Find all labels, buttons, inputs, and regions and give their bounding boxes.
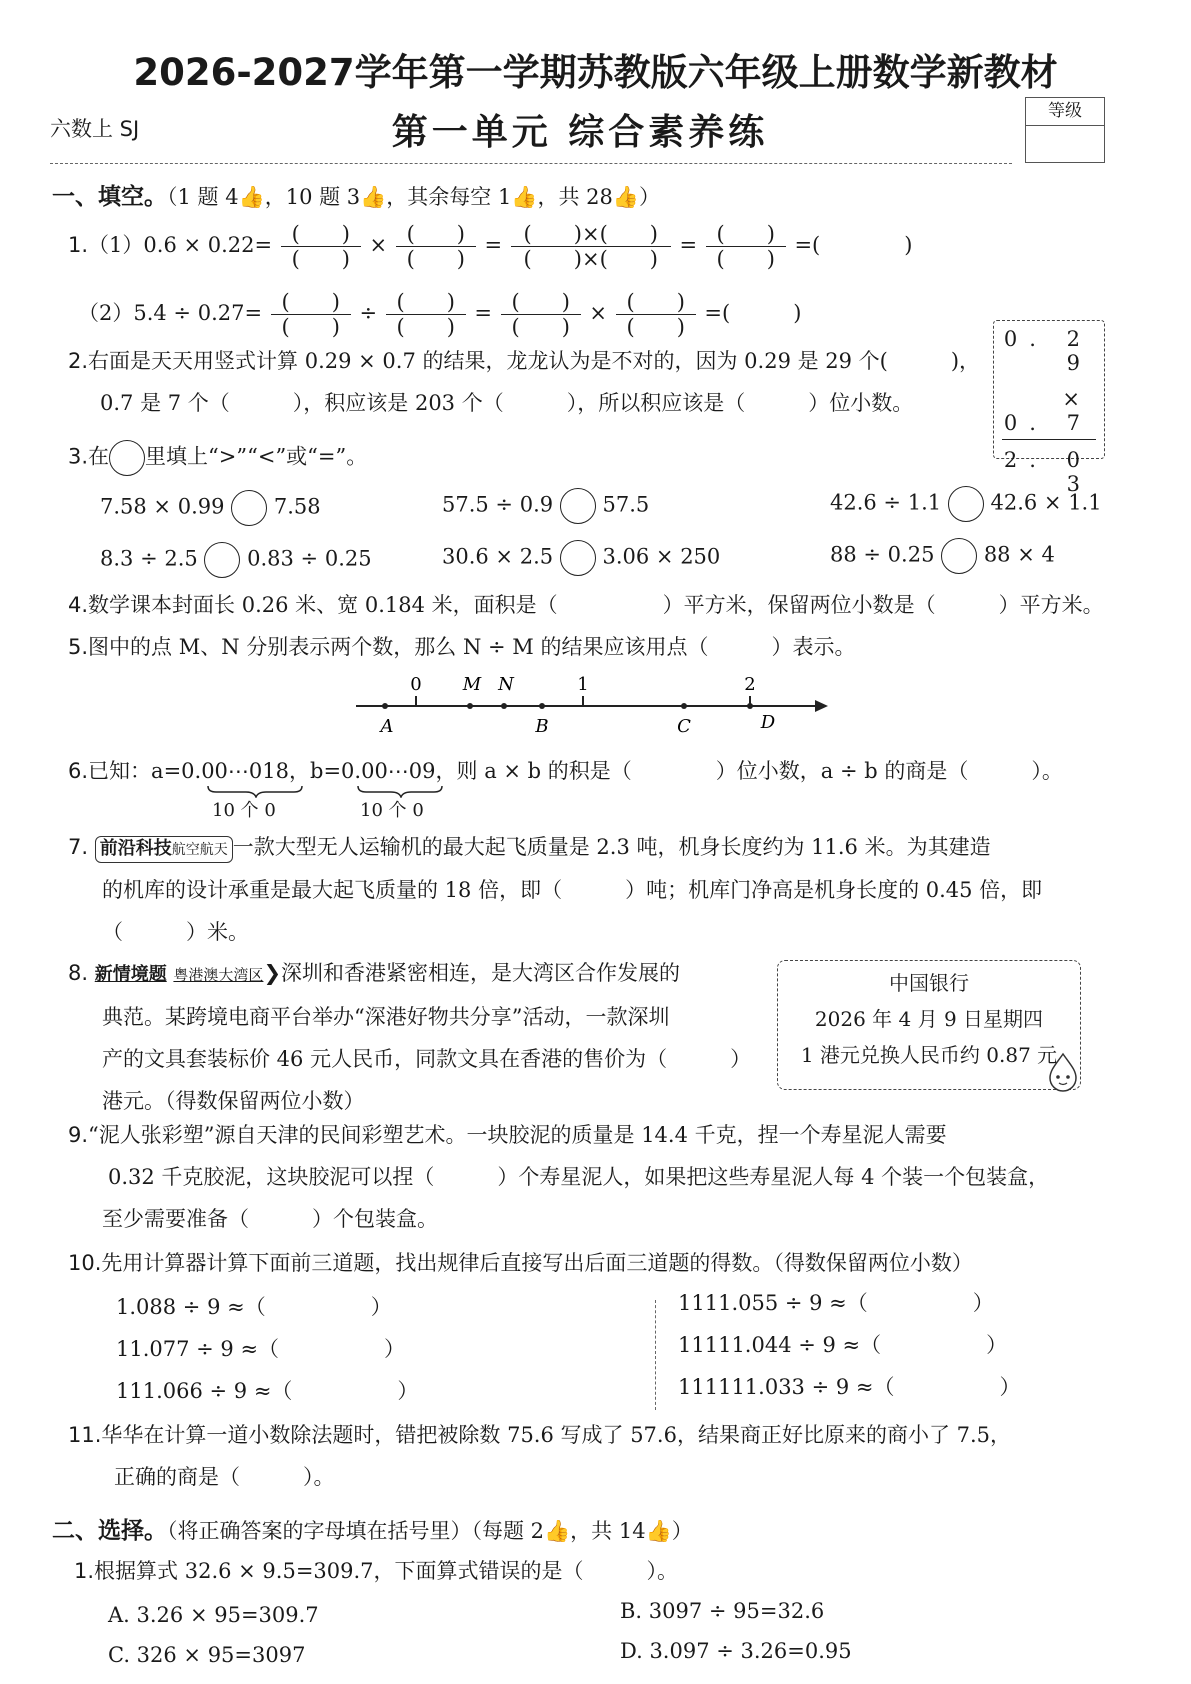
point-label-b: B xyxy=(535,716,549,737)
q9-line2: 0.32 千克胶泥，这块胶泥可以捏（ ）个寿星泥人，如果把这些寿星泥人每 4 个装一个包装盒， xyxy=(108,1165,1050,1189)
q9-line3: 至少需要准备（ ）个包装盒。 xyxy=(102,1207,438,1231)
option-d[interactable]: D. 3.097 ÷ 3.26=0.95 xyxy=(620,1639,852,1663)
q8: 8. 新情境题 粤港澳大湾区❯深圳和香港紧密相连，是大湾区合作发展的 典范。某跨境电商平台举办“深港好物共分享”活动，一款深圳 产的文具套装标价 46 元人民币，同款文具在香港的售价为（ ） 港元。（得数保留两位小数） xyxy=(68,958,788,1116)
q3-item: 30.6 × 2.5 3.06 × 250 xyxy=(442,540,720,576)
fraction-blank[interactable]: $\frac{( )}{( )}$ xyxy=(616,290,696,339)
q7-line3: （ ）米。 xyxy=(102,920,249,944)
q6 xyxy=(68,756,1063,786)
compare-circle[interactable] xyxy=(948,486,984,522)
q1-number: 1. xyxy=(68,233,89,257)
vertical-row-1: 0. 2 9 xyxy=(1003,327,1092,375)
q1-part2-label: （2）5.4 ÷ 0.27= xyxy=(78,301,263,325)
q7-number: 7. xyxy=(68,835,89,859)
tick-label-2: 2 xyxy=(744,674,756,695)
q5-number: 5. xyxy=(68,635,89,659)
q1-part2 xyxy=(78,290,801,339)
bank-name: 中国银行 xyxy=(889,971,969,995)
option-b[interactable]: B. 3097 ÷ 95=32.6 xyxy=(620,1599,825,1623)
vertical-row-3: 2. 0 3 xyxy=(1003,448,1092,496)
q8-tag-small: 粤港澳大湾区 xyxy=(173,966,264,984)
q10-left-column xyxy=(116,1292,418,1406)
tick-label-1: 1 xyxy=(577,674,589,695)
section2-note: （将正确答案的字母填在括号里）（每题 2👍，共 14👍） xyxy=(167,1519,693,1543)
q10-right-item: 11111.044 ÷ 9 ≈（ ） xyxy=(678,1333,1008,1357)
q10-text: 先用计算器计算下面前三道题，找出规律后直接写出后面三道题的得数。（得数保留两位小数） xyxy=(101,1251,973,1275)
q4-number: 4. xyxy=(68,593,89,617)
equals-sign: = xyxy=(474,301,493,325)
bank-date: 2026 年 4 月 9 日星期四 xyxy=(814,1007,1044,1031)
answer-blank[interactable]: ( ) xyxy=(812,233,913,257)
compare-circle[interactable] xyxy=(231,490,267,526)
q4-text: 数学课本封面长 0.26 米、宽 0.184 米，面积是（ ）平方米，保留两位小数是（ ）平方米。 xyxy=(88,593,1104,617)
q3-stem: 3.在 里填上“>”“<”或“=”。 xyxy=(68,440,367,476)
column-divider xyxy=(655,1300,656,1410)
q11 xyxy=(68,1420,1128,1492)
q1-part1-label: （1）0.6 × 0.22= xyxy=(88,233,273,257)
option-c[interactable]: C. 326 × 95=3097 xyxy=(108,1643,306,1667)
unit-title: 第一单元 综合素养练 xyxy=(391,111,769,153)
bank-rate: 1 港元兑换人民币约 0.87 元 xyxy=(800,1043,1058,1067)
vertical-calculation xyxy=(993,320,1105,496)
q8-line3: 产的文具套装标价 46 元人民币，同款文具在香港的售价为（ ） xyxy=(102,1047,752,1071)
section1-heading xyxy=(52,178,660,211)
q3-item: 57.5 ÷ 0.9 57.5 xyxy=(442,488,649,524)
q9-line1: “泥人张彩塑”源自天津的民间彩塑艺术。一块胶泥的质量是 14.4 千克，捏一个寿星泥人需要 xyxy=(88,1123,947,1147)
q7-tag: 前沿科技航空航天 xyxy=(95,836,233,863)
fraction-blank[interactable]: $\frac{( )\times( )}{( )\times( )}$ xyxy=(511,222,671,271)
q3-number: 3. xyxy=(68,444,89,469)
point-label-n: N xyxy=(498,674,514,695)
fraction-blank[interactable]: $\frac{( )}{( )}$ xyxy=(396,222,476,271)
compare-circle[interactable] xyxy=(560,488,596,524)
number-line xyxy=(350,672,830,742)
q8-tag: 新情境题 xyxy=(94,964,167,985)
compare-circle[interactable] xyxy=(941,538,977,574)
bank-notice xyxy=(777,960,1081,1090)
q10-number: 10. xyxy=(68,1251,102,1275)
fraction-blank[interactable]: $\frac{( )}{( )}$ xyxy=(706,222,786,271)
q11-line2: 正确的商是（ ）。 xyxy=(114,1465,335,1489)
equals-sign: = xyxy=(679,233,698,257)
tick-label-0: 0 xyxy=(410,674,422,695)
grade-label: 等级 xyxy=(1026,98,1104,126)
q10-right-item: 111111.033 ÷ 9 ≈（ ） xyxy=(678,1375,1021,1399)
c1 xyxy=(74,1556,678,1586)
q2-number: 2. xyxy=(68,349,89,373)
q7-line2: 的机库的设计承重是最大起飞质量的 18 倍，即（ ）吨；机库门净高是机身长度的 0.45 倍，即 xyxy=(102,878,1043,902)
q6-text: 已知：a=0.00⋯018，b=0.00⋯09，则 a × b 的积是（ ）位小数，a ÷ b 的商是（ ）。 xyxy=(88,759,1063,783)
compare-circle[interactable] xyxy=(204,542,240,578)
q10-right-item: 1111.055 ÷ 9 ≈（ ） xyxy=(678,1291,994,1315)
section2-heading xyxy=(52,1512,693,1545)
q9-number: 9. xyxy=(68,1123,89,1147)
q3-item: 88 ÷ 0.25 88 × 4 xyxy=(830,538,1055,574)
grade-box xyxy=(1025,97,1105,163)
q2-line2: 0.7 是 7 个（ ），积应该是 203 个（ ），所以积应该是（ ）位小数。 xyxy=(100,391,914,415)
q5 xyxy=(68,632,855,662)
times-sign: × xyxy=(589,301,608,325)
q11-line1: 华华在计算一道小数除法题时，错把被除数 75.6 写成了 57.6，结果商正好比原来的商小了 7.5， xyxy=(101,1423,1012,1447)
vertical-row-2: × 0. 7 xyxy=(1002,387,1096,440)
q9 xyxy=(68,1120,1128,1234)
times-sign: × xyxy=(369,233,388,257)
q10-left-item: 11.077 ÷ 9 ≈（ ） xyxy=(116,1337,406,1361)
q5-text: 图中的点 M、N 分别表示两个数，那么 N ÷ M 的结果应该用点（ ）表示。 xyxy=(88,635,856,659)
fraction-blank[interactable]: $\frac{( )}{( )}$ xyxy=(281,222,361,271)
compare-circle[interactable] xyxy=(560,540,596,576)
fraction-blank[interactable]: $\frac{( )}{( )}$ xyxy=(271,290,351,339)
q10-left-item: 111.066 ÷ 9 ≈（ ） xyxy=(116,1379,419,1403)
q10-left-item: 1.088 ÷ 9 ≈（ ） xyxy=(116,1295,392,1319)
option-a[interactable]: A. 3.26 × 95=309.7 xyxy=(108,1603,319,1627)
q8-line2: 典范。某跨境电商平台举办“深港好物共分享”活动，一款深圳 xyxy=(102,1005,670,1029)
q10 xyxy=(68,1248,973,1278)
q7-line1: 一款大型无人运输机的最大起飞质量是 2.3 吨，机身长度约为 11.6 米。为其建造 xyxy=(232,835,991,859)
q8-line4: 港元。（得数保留两位小数） xyxy=(102,1089,365,1113)
equals-sign: = xyxy=(484,233,503,257)
q8-number: 8. xyxy=(68,961,89,985)
c1-text: 根据算式 32.6 × 9.5=309.7，下面算式错误的是（ ）。 xyxy=(94,1559,679,1583)
section1-title: 一、填空。 xyxy=(52,184,167,210)
point-label-a: A xyxy=(380,716,394,737)
answer-blank[interactable]: ( ) xyxy=(722,301,802,325)
header-divider xyxy=(50,163,1012,164)
mascot-icon xyxy=(1040,1050,1086,1094)
equals-sign: = xyxy=(794,233,813,257)
fraction-blank[interactable]: $\frac{( )}{( )}$ xyxy=(386,290,466,339)
q3-item: 7.58 × 0.99 7.58 xyxy=(100,490,321,526)
point-label-d: D xyxy=(760,712,776,733)
q10-right-column xyxy=(678,1288,1021,1402)
divide-sign: ÷ xyxy=(359,301,378,325)
brace-a-label: 10 个 0 xyxy=(212,800,276,821)
point-label-c: C xyxy=(677,716,691,737)
main-title: 2026-2027学年第一学期苏教版六年级上册数学新教材 xyxy=(133,51,1058,94)
q4 xyxy=(68,590,1104,620)
c1-number: 1. xyxy=(74,1559,95,1583)
section2-title: 二、选择。 xyxy=(52,1518,167,1544)
q7 xyxy=(68,832,1118,947)
q11-number: 11. xyxy=(68,1423,102,1447)
q2-line1: 右面是天天用竖式计算 0.29 × 0.7 的结果，龙龙认为是不对的，因为 0.29 是 29 个( )， xyxy=(88,349,981,373)
section1-note: （1 题 4👍，10 题 3👍，其余每空 1👍，共 28👍） xyxy=(167,185,661,209)
q3-item: 42.6 ÷ 1.1 42.6 × 1.1 xyxy=(830,486,1102,522)
brace-b-label: 10 个 0 xyxy=(360,800,424,821)
equals-sign: = xyxy=(704,301,722,325)
q8-line1: 深圳和香港紧密相连，是大湾区合作发展的 xyxy=(281,961,681,985)
q1-part1 xyxy=(68,222,912,271)
point-label-m: M xyxy=(462,674,482,695)
book-code: 六数上 SJ xyxy=(50,117,140,141)
q3-item: 8.3 ÷ 2.5 0.83 ÷ 0.25 xyxy=(100,542,372,578)
fraction-blank[interactable]: $\frac{( )}{( )}$ xyxy=(501,290,581,339)
compare-circle xyxy=(109,440,145,476)
q2 xyxy=(68,346,988,418)
q6-number: 6. xyxy=(68,759,89,783)
